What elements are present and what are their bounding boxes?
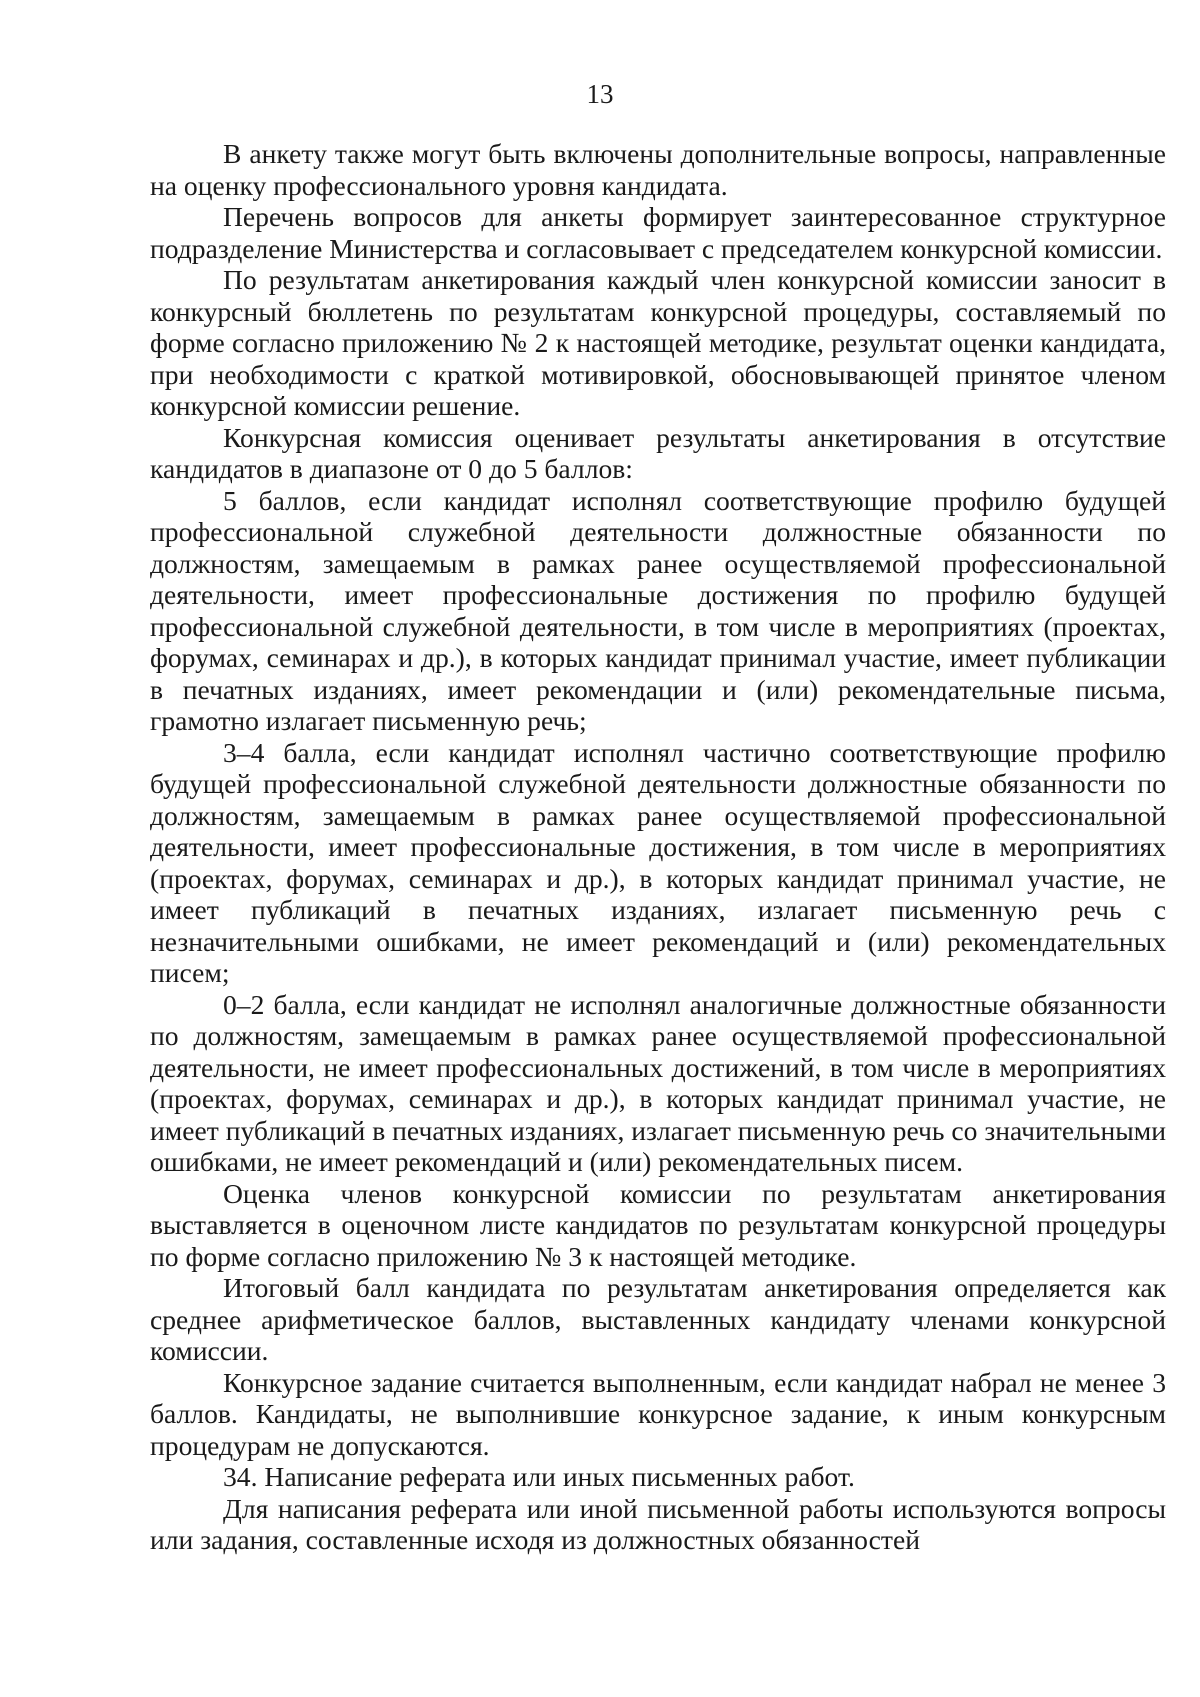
page-number: 13 [586,79,614,109]
paragraph-score-5: 5 баллов, если кандидат исполнял соответствующие профилю будущей профессиональной служебной деятельности должностные обязанности по должностям, замещаемым в рамках ранее осуществляемой профессиональной деятельности, имеет профессиональные достижения по профилю будущей профессиональной служебной деятельности, в том числе в мероприятиях (проектах, форумах, семинарах и др.), в которых кандидат принимал участие, имеет публикации в печатных изданиях, имеет рекомендации и (или) рекомендательные письма, грамотно излагает письменную речь; [150,484,1166,736]
paragraph-question-list: Перечень вопросов для анкеты формирует заинтересованное структурное подразделение Министерства и согласовывает с председателем конкурсной комиссии. [150,201,1166,264]
paragraph-scoring-range: Конкурсная комиссия оценивает результаты анкетирования в отсутствие кандидатов в диапазоне от 0 до 5 баллов: [150,421,1166,484]
paragraph-additional-questions: В анкету также могут быть включены дополнительные вопросы, направленные на оценку профессионального уровня кандидата. [150,138,1166,201]
paragraph-section-34: 34. Написание реферата или иных письменных работ. [223,1461,855,1492]
paragraph-essay: Для написания реферата или иной письменной работы используются вопросы или задания, составленные исходя из должностных обязанностей [150,1492,1166,1555]
paragraph-ballot: По результатам анкетирования каждый член конкурсной комиссии заносит в конкурсный бюллетень по результатам конкурсной процедуры, составляемый по форме согласно приложению № 2 к настоящей методике, результат оценки кандидата, при необходимости с краткой мотивировкой, обосновывающей принятое членом конкурсной комиссии решение. [150,264,1166,421]
paragraph-evaluation-sheet: Оценка членов конкурсной комиссии по результатам анкетирования выставляется в оценочном листе кандидатов по результатам конкурсной процедуры по форме согласно приложению № 3 к настоящей методике. [150,1177,1166,1272]
paragraph-final-score: Итоговый балл кандидата по результатам анкетирования определяется как среднее арифметическое баллов, выставленных кандидату членами конкурсной комиссии. [150,1272,1166,1366]
paragraph-task-completed: Конкурсное задание считается выполненным, если кандидат набрал не менее 3 баллов. Кандидаты, не выполнившие конкурсное задание, к иным конкурсным процедурам не допускаются. [150,1366,1166,1461]
document-body [150,138,1166,1556]
paragraph-score-3-4: 3–4 балла, если кандидат исполнял частично соответствующие профилю будущей профессиональной служебной деятельности должностные обязанности по должностям, замещаемым в рамках ранее осуществляемой профессиональной деятельности, имеет профессиональные достижения, в том числе в мероприятиях (проектах, форумах, семинарах и др.), в которых кандидат принимал участие, не имеет публикаций в печатных изданиях, излагает письменную речь с незначительными ошибками, не имеет рекомендаций и (или) рекомендательных писем; [150,736,1166,988]
paragraph-score-0-2: 0–2 балла, если кандидат не исполнял аналогичные должностные обязанности по должностям, замещаемым в рамках ранее осуществляемой профессиональной деятельности, не имеет профессиональных достижений, в том числе в мероприятиях (проектах, форумах, семинарах и др.), в которых кандидат принимал участие, не имеет публикаций в печатных изданиях, излагает письменную речь со значительными ошибками, не имеет рекомендаций и (или) рекомендательных писем. [150,988,1166,1177]
